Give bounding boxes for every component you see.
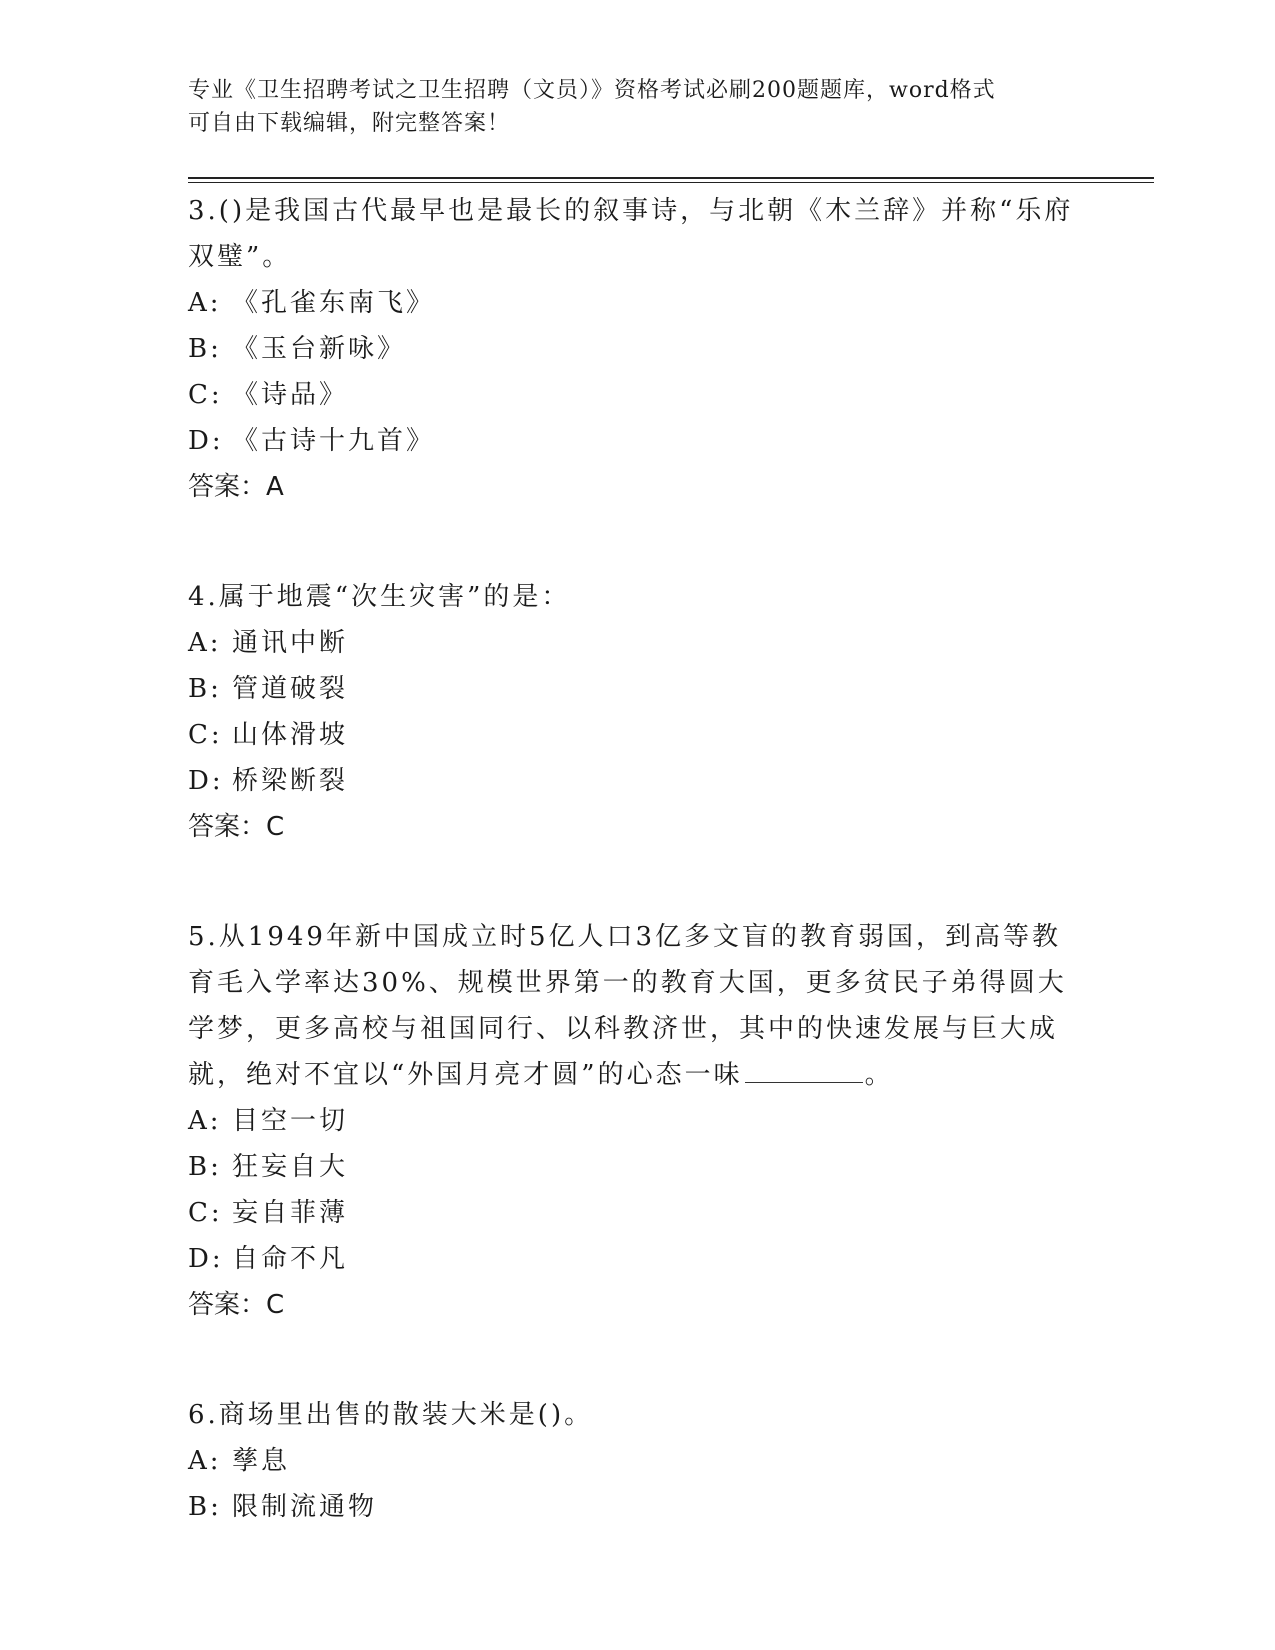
option-letter: C: <box>188 1198 223 1228</box>
question-stem: 6.商场里出售的散装大米是()。 <box>188 1400 594 1430</box>
option-text: 限制流通物 <box>232 1492 378 1522</box>
option-letter: A: <box>188 1106 222 1136</box>
option-text: 桥梁断裂 <box>232 766 349 796</box>
option-a <box>188 280 1088 326</box>
option-text: 目空一切 <box>232 1106 349 1136</box>
question-4 <box>188 574 1088 850</box>
header-divider-thin <box>188 182 1154 183</box>
option-text: 《诗品》 <box>232 380 349 410</box>
option-letter: D: <box>188 1244 224 1274</box>
question-stem-text: 5.从1949年新中国成立时5亿人口3亿多文盲的教育弱国，到高等教育毛入学率达30%、规模世界第一的教育大国，更多贫民子弟得圆大学梦，更多高校与祖国同行、以科教济世，其中的快速发展与巨大成就，绝对不宜以“外国月亮才圆”的心态一味 <box>188 922 1067 1090</box>
option-letter: A: <box>188 628 222 658</box>
header-divider-thick <box>188 177 1154 179</box>
option-letter: B: <box>188 1152 222 1182</box>
option-letter: D: <box>188 426 224 456</box>
header-title-line1: 专业《卫生招聘考试之卫生招聘（文员）》资格考试必刷200题题库，word格式 <box>188 78 996 103</box>
option-letter: B: <box>188 1492 222 1522</box>
answer-line: 答案：C <box>188 812 285 842</box>
question-stem <box>188 914 1088 1098</box>
question-stem: 3.()是我国古代最早也是最长的叙事诗，与北朝《木兰辞》并称“乐府双璧”。 <box>188 196 1074 272</box>
option-letter: D: <box>188 766 224 796</box>
option-a <box>188 620 1088 666</box>
option-text: 《玉台新咏》 <box>232 334 407 364</box>
option-text: 《古诗十九首》 <box>232 426 436 456</box>
option-c <box>188 1190 1088 1236</box>
option-b <box>188 1484 1088 1530</box>
header-title-line2: 可自由下载编辑，附完整答案！ <box>188 111 511 136</box>
option-a <box>188 1438 1088 1484</box>
option-text: 自命不凡 <box>232 1244 349 1274</box>
option-a <box>188 1098 1088 1144</box>
option-letter: A: <box>188 288 222 318</box>
option-text: 通讯中断 <box>232 628 349 658</box>
question-stem: 4.属于地震“次生灾害”的是： <box>188 582 571 612</box>
option-text: 《孔雀东南飞》 <box>232 288 436 318</box>
question-3 <box>188 188 1088 510</box>
option-c <box>188 372 1088 418</box>
document-header <box>188 74 1068 140</box>
question-5 <box>188 914 1088 1328</box>
option-text: 山体滑坡 <box>232 720 349 750</box>
option-letter: C: <box>188 380 223 410</box>
option-d <box>188 1236 1088 1282</box>
option-letter: A: <box>188 1446 222 1476</box>
option-text: 管道破裂 <box>232 674 349 704</box>
question-list <box>188 188 1088 1530</box>
option-letter: C: <box>188 720 223 750</box>
option-b <box>188 666 1088 712</box>
option-letter: B: <box>188 674 222 704</box>
option-c <box>188 712 1088 758</box>
option-b <box>188 326 1088 372</box>
option-text: 妄自菲薄 <box>232 1198 349 1228</box>
option-d <box>188 418 1088 464</box>
question-stem-end: 。 <box>864 1060 894 1090</box>
option-letter: B: <box>188 334 222 364</box>
answer-line: 答案：A <box>188 472 284 502</box>
option-d <box>188 758 1088 804</box>
option-b <box>188 1144 1088 1190</box>
question-6 <box>188 1392 1088 1530</box>
option-text: 狂妄自大 <box>232 1152 349 1182</box>
option-text: 孳息 <box>232 1446 291 1476</box>
answer-line: 答案：C <box>188 1290 285 1320</box>
fill-in-blank <box>745 1062 863 1083</box>
